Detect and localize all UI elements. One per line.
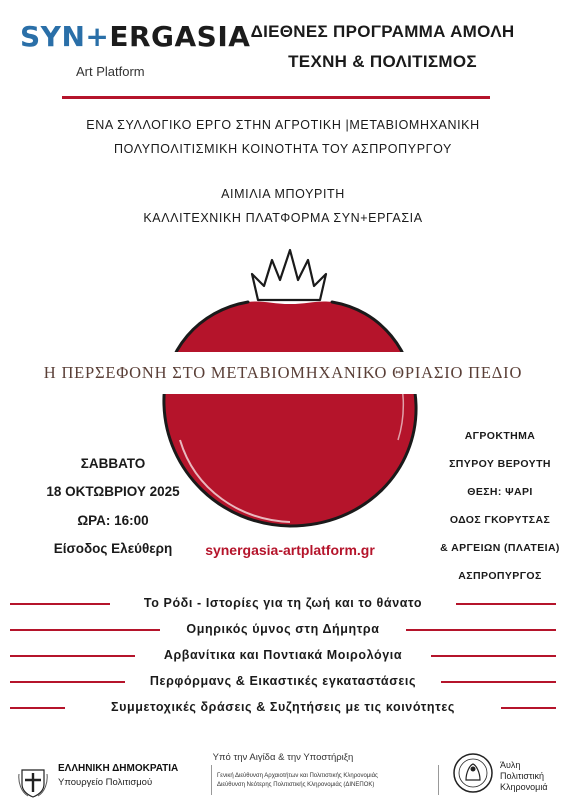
activity-item: Το Ρόδι - Ιστορίες για τη ζωή και το θάνατο [143,596,423,610]
support-label: Υπό την Αιγίδα & την Υποστήριξη [212,752,354,763]
event-title: Η ΠΕΡΣΕΦΟΝΗ ΣΤΟ ΜΕΤΑΒΙΟΜΗΧΑΝΙΚΟ ΘΡΙΑΣΙΟ ΠΕΔΙΟ [43,363,523,382]
header-line1: ΔΙΕΘΝΕΣ ΠΡΟΓΡΑΜΜΑ ΑΜΟΛΗ [250,22,515,41]
intangible-heritage-logo-icon [452,752,494,794]
event-date: 18 ΟΚΤΩΒΡΙΟΥ 2025 [46,484,180,499]
directorate-line1: Γενική Διεύθυνση Αρχαιοτήτων και Πολιτιστικής Κληρονομιάς [217,773,378,779]
location-line: ΑΓΡΟΚΤΗΜΑ [464,430,536,442]
footer-divider [211,765,212,795]
pomegranate-crown [252,250,326,300]
republic-label: ΕΛΛΗΝΙΚΗ ΔΗΜΟΚΡΑΤΙΑ [58,763,179,774]
location-line: ΣΠΥΡΟΥ ΒΕΡΟΥΤΗ [449,458,551,470]
directorate-line2: Διεύθυνση Νεότερης Πολιτιστικής Κληρονομιάς (ΔΙΝΕΠΟΚ) [217,782,375,788]
event-time: ΩΡΑ: 16:00 [77,513,149,528]
location-line: ΟΔΟΣ ΓΚΟΡΥΤΣΑΣ [449,514,551,526]
event-day: ΣΑΒΒΑΤΟ [80,456,146,471]
logo-subtitle: Art Platform [76,64,145,79]
activity-item: Ομηρικός ύμνος στη Δήμητρα [186,622,380,636]
location-line: ΘΕΣΗ: ΨΑΡΙ [467,486,533,498]
logo-part1: SYN+ [20,20,110,53]
aulh-line: Πολιτιστική [500,771,545,781]
aulh-line: Άυλη [500,760,521,770]
header-rule [62,96,490,99]
footer-divider [438,765,439,795]
event-entry: Είσοδος Ελεύθερη [53,541,173,556]
location-line: & ΑΡΓΕΙΩΝ (ΠΛΑΤΕΙΑ) [440,542,560,554]
ministry-label: Υπουργείο Πολιτισμού [58,777,153,788]
logo-part2: ERGASIA [109,20,251,53]
activity-item: Αρβανίτικα και Ποντιακά Μοιρολόγια [163,648,403,662]
intro-line2: ΠΟΛΥΠΟΛΙΤΙΣΜΙΚΗ ΚΟΙΝΟΤΗΤΑ ΤΟΥ ΑΣΠΡΟΠΥΡΓΟΥ [114,142,452,156]
activity-item: Συμμετοχικές δράσεις & Συζητήσεις με τις κοινότητες [111,700,455,714]
header-line2: ΤΕΧΝΗ & ΠΟΛΙΤΙΣΜΟΣ [288,52,477,71]
intro-line1: ΕΝΑ ΣΥΛΛΟΓΙΚΟ ΕΡΓΟ ΣΤΗΝ ΑΓΡΟΤΙΚΗ |ΜΕΤΑΒΙΟΜΗΧΑΝΙΚΗ [86,118,480,132]
artist-name: ΑΙΜΙΛΙΑ ΜΠΟΥΡΙΤΗ [221,187,345,201]
coat-of-arms-icon [18,766,48,798]
aulh-line: Κληρονομιά [500,782,548,792]
artist-platform: ΚΑΛΛΙΤΕΧΝΙΚΗ ΠΛΑΤΦΟΡΜΑ ΣΥΝ+ΕΡΓΑΣΙΑ [143,211,423,225]
location-line: ΑΣΠΡΟΠΥΡΓΟΣ [458,570,542,582]
activity-item: Περφόρμανς & Εικαστικές εγκαταστάσεις [149,674,417,688]
website-link[interactable]: synergasia-artplatform.gr [205,542,375,558]
